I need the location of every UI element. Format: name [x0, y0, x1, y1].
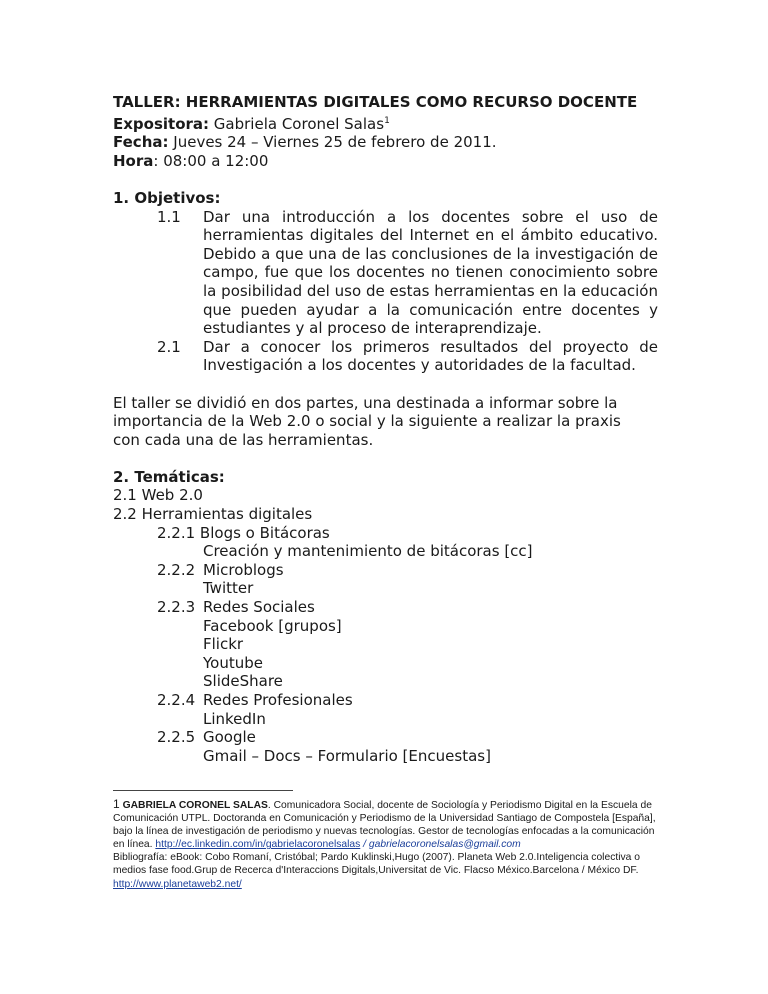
- topic-number: 2.2.2: [157, 560, 196, 579]
- objetivos-heading: 1. Objetivos:: [113, 188, 221, 207]
- document-body: [113, 93, 658, 765]
- topic-redes-sociales: [113, 598, 658, 617]
- footnote: [113, 798, 663, 891]
- topic-redes-profesionales: [113, 691, 658, 710]
- expositora-value: Gabriela Coronel Salas: [209, 114, 385, 133]
- topic-number: 2.2.3: [157, 598, 196, 617]
- document-title: TALLER: HERRAMIENTAS DIGITALES COMO RECURSO DOCENTE: [113, 93, 638, 111]
- topic-google: [113, 728, 658, 747]
- topic-item: Youtube: [203, 653, 263, 672]
- objetivo-text: Dar a conocer los primeros resultados del proyecto de Investigación a los docentes y autoridades de la facultad.: [203, 337, 658, 375]
- fecha-label: Fecha:: [113, 133, 169, 152]
- objetivo-number: 2.1: [157, 337, 181, 356]
- objetivo-text: Dar una introducción a los docentes sobre el uso de herramientas digitales del Internet en el ámbito educativo. Debido a que una de las conclusiones de la investigación de campo, fue que los docentes no tienen conocimiento sobre la posibilidad del uso de estas herramientas en la educación que pueden ayudar a la comunicación entre docentes y estudiantes y al proceso de interaprendizaje.: [203, 207, 658, 338]
- topic-number: 2.2.4: [157, 691, 196, 709]
- expositora-line: [113, 112, 658, 134]
- topic-herramientas: 2.2 Herramientas digitales: [113, 505, 313, 524]
- topic-label: Redes Profesionales: [203, 691, 353, 709]
- topic-number: 2.2.5: [157, 728, 196, 747]
- topic-label: Google: [203, 728, 256, 747]
- hora-label: Hora: [113, 151, 154, 170]
- topic-microblogs: [113, 561, 658, 580]
- objetivo-item: [113, 338, 658, 375]
- topic-item: LinkedIn: [203, 709, 266, 728]
- topic-label: Redes Sociales: [203, 598, 315, 617]
- topic-web: 2.1 Web 2.0: [113, 486, 203, 505]
- topic-item: Creación y mantenimiento de bitácoras [cc]: [203, 542, 533, 561]
- hora-value: : 08:00 a 12:00: [153, 151, 269, 170]
- topic-label: Microblogs: [203, 560, 284, 579]
- footnote-author: GABRIELA CORONEL SALAS: [122, 800, 268, 811]
- footnote-separator: [113, 790, 293, 791]
- objetivo-number: 1.1: [157, 207, 181, 226]
- footnote-bio: . Comunicadora Social, docente de Sociología y Periodismo Digital en la Escuela de Comunicación UTPL. Doctoranda en Comunicación y Periodismo de la Universidad Santiago de Compostela [España], bajo la línea de investigación de periodismo y nuevas tecnologías. Gestor de tecnologías enfocadas a la comunicación en línea.: [113, 800, 656, 851]
- topic-item: Twitter: [203, 579, 254, 598]
- planetaweb-link[interactable]: http://www.planetaweb2.net/: [113, 878, 242, 890]
- footnote-bibliography: Bibliografía: eBook: Cobo Romaní, Cristóbal; Pardo Kuklinski,Hugo (2007). Planeta Web 2.0.Inteligencia colectiva o medios fase food.Grup de Recerca d'Interaccions Digitals,Universitat de Vic. Flacso México.Barcelona / México DF.: [113, 852, 640, 877]
- topic-item: Facebook [grupos]: [203, 616, 342, 635]
- tematicas-heading: 2. Temáticas:: [113, 467, 225, 486]
- footnote-ref[interactable]: 1: [384, 115, 390, 126]
- footnote-separator-text: /: [360, 839, 369, 851]
- intro-paragraph: El taller se dividió en dos partes, una destinada a informar sobre la importancia de la Web 2.0 o social y la siguiente a realizar la praxis con cada una de las herramientas.: [113, 393, 621, 449]
- expositora-label: Expositora:: [113, 114, 210, 133]
- linkedin-link[interactable]: http://ec.linkedin.com/in/gabrielacoronelsalas: [155, 839, 361, 851]
- hora-line: [113, 152, 658, 171]
- topic-blogs: 2.2.1 Blogs o Bitácoras: [157, 523, 330, 542]
- topic-item: Gmail – Docs – Formulario [Encuestas]: [203, 746, 491, 765]
- email-link[interactable]: gabrielacoronelsalas@gmail.com: [368, 839, 521, 851]
- topic-item: SlideShare: [203, 672, 283, 691]
- topic-item: Flickr: [203, 635, 244, 654]
- footnote-mark: 1: [113, 797, 120, 811]
- objetivo-item: [113, 208, 658, 338]
- fecha-line: [113, 133, 658, 152]
- fecha-value: Jueves 24 – Viernes 25 de febrero de 2011.: [168, 133, 497, 152]
